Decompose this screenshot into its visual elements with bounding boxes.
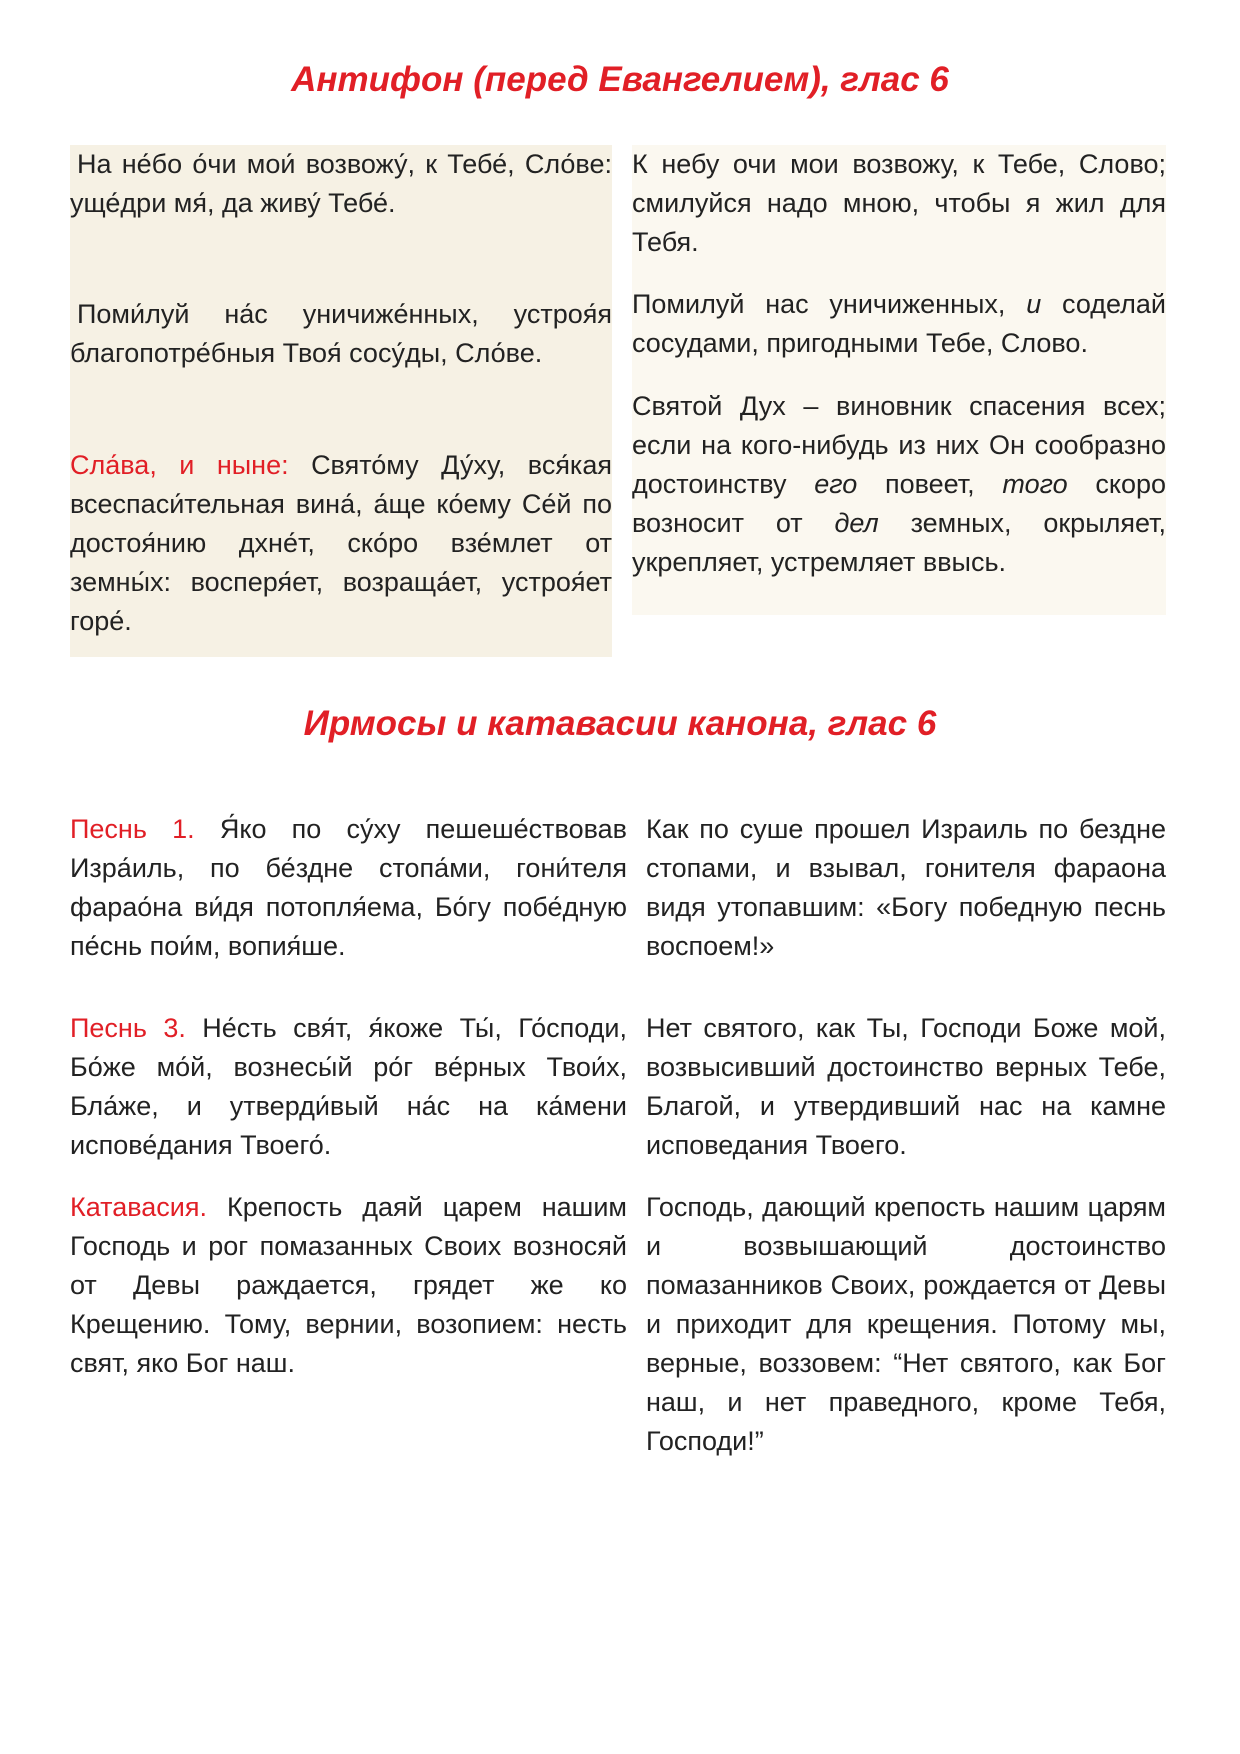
irmos-3-slavonic: Песнь 3. Не́сть свя́т, я́коже Ты́, Го́споди, Бо́же мо́й, вознесы́й ро́г ве́рных Твои́х, Бла́же, и утверди́вый на́с на ка́мени испове́дания Твоего́. xyxy=(70,1013,627,1160)
section-title-irmos: Ирмосы и катавасии канона, глас 6 xyxy=(303,704,937,743)
irmos-1-slavonic: Песнь 1. Я́ко по су́ху пешеше́ствовав Изра́иль, по бе́здне стопа́ми, гони́теля фарао́на ви́дя потопля́ема, Бо́гу побе́дную пе́снь пои́м, вопия́ше. xyxy=(70,814,627,961)
antiphon-verse-1-russian: К небу очи мои возвожу, к Тебе, Слово; смилуйся надо мною, чтобы я жил для Тебя. xyxy=(632,149,1166,257)
song-3-label: Песнь 3. xyxy=(70,1013,186,1043)
antiphon-church-slavonic-column xyxy=(70,145,612,657)
antiphon-verse-1-slavonic: На не́бо о́чи мои́ возвожу́, к Тебе́, Сло́ве: уще́дри мя́, да живу́ Тебе́. xyxy=(70,149,612,218)
antiphon-verse-2-russian: Помилуй нас уничиженных, и соделай сосудами, пригодными Тебе, Слово. xyxy=(632,289,1166,358)
irmos-1-russian: Как по суше прошел Израиль по бездне стопами, и взывал, гонителя фараона видя утопавшим: «Богу победную песнь воспоем!» xyxy=(646,814,1166,961)
katavasia-slavonic: Катавасия. Крепость даяй царем нашим Господь и рог помазанных Своих возносяй от Девы раждается, грядет же ко Крещению. Тому, вернии, возопием: несть свят, яко Бог наш. xyxy=(70,1192,627,1378)
antiphon-verse-3-slavonic xyxy=(70,446,612,641)
katavasia-label: Катавасия. xyxy=(70,1192,207,1222)
irmos-3-russian: Нет святого, как Ты, Господи Боже мой, возвысивший достоинство верных Тебе, Благой, и утвердивший нас на камне исповедания Твоего. xyxy=(646,1013,1166,1160)
antiphon-verse-2-slavonic: Поми́луй на́с уничиже́нных, устроя́я благопотре́бныя Твоя́ сосу́ды, Сло́ве. xyxy=(70,299,612,368)
song-1-label: Песнь 1. xyxy=(70,814,195,844)
glory-now-label: Сла́ва, и ныне: xyxy=(70,450,289,480)
katavasia-russian: Господь, дающий крепость нашим царям и возвышающий достоинство помазанников Своих, рождается от Девы и приходит для крещения. Потому мы, верные, воззовем: “Нет святого, как Бог наш, и нет праведного, кроме Тебя, Господи!” xyxy=(646,1192,1166,1456)
antiphon-russian-column xyxy=(632,145,1166,615)
antiphon-verse-3-russian: Святой Дух – виновник спасения всех; если на кого-нибудь из них Он сообразно достоинству его повеет, того скоро возносит от дел земных, окрыляет, укрепляет, устремляет ввысь. xyxy=(632,391,1166,577)
glory-now-text: Свято́му Ду́ху, вся́кая всеспаси́тельная вина́, а́ще ко́ему Се́й по достоя́нию дхне́т, ско́ро взе́млет от земны́х: восперя́ет, возраща́ет, устроя́ет горе́. xyxy=(70,450,612,636)
section-title-antiphon: Антифон (перед Евангелием), глас 6 xyxy=(291,60,949,99)
